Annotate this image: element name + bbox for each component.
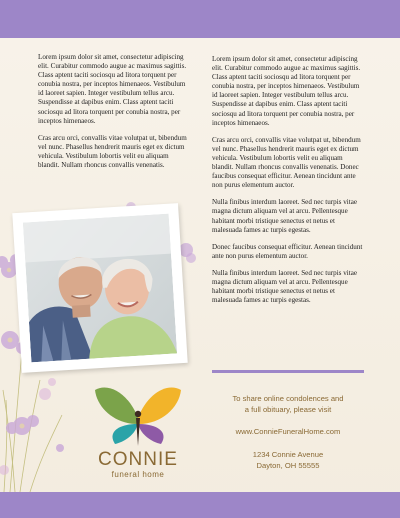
left-paragraph: Lorem ipsum dolor sit amet, consectetur adipiscing elit. Curabitur commodo augue ac maximus sagittis. Class aptent taciti sociosqu ad litora torquent per conubia nostra, per inceptos himenaeos. Vestibulum id laoreet sapien. Integer vestibulum tellus arcu. Suspendisse at dapibus enim. Class aptent taciti sociosqu ad litora torquent per conubia nostra, per inceptos himenaeos. bbox=[38, 53, 187, 125]
right-paragraph: Nulla finibus interdum laoreet. Sed nec turpis vitae magna dictum aliquam vel at arcu. Pellentesque habitant morbi tristique senectus et netus et malesuada fames ac turpis egestas. bbox=[212, 198, 357, 234]
condolences-line: To share online condolences and bbox=[232, 394, 344, 403]
address-line: 1234 Connie Avenue bbox=[252, 450, 324, 459]
contact-divider bbox=[212, 370, 364, 373]
couple-photo-frame bbox=[12, 203, 187, 373]
couple-photo bbox=[23, 214, 177, 363]
condolences-message bbox=[212, 394, 364, 415]
address-block bbox=[212, 450, 364, 471]
logo-name: CONNIE bbox=[98, 449, 178, 470]
funeral-home-logo bbox=[78, 384, 198, 486]
right-paragraph: Nulla finibus interdum laoreet. Sed nec turpis vitae magna dictum aliquam vel at arcu. Pellentesque habitant morbi tristique senectus et netus et malesuada fames ac turpis egestas. bbox=[212, 268, 357, 305]
website-link[interactable]: www.ConnieFuneralHome.com bbox=[235, 427, 341, 436]
left-paragraph: Cras arcu orci, convallis vitae volutpat ut, bibendum vel nunc. Phasellus hendrerit mauris eget ex dictum vehicula. Vestibulum lobortis velit eu aliquam blandit. Nullam rhoncus convallis venenatis. bbox=[38, 133, 187, 170]
top-color-band bbox=[0, 0, 400, 38]
left-text-column bbox=[38, 53, 190, 178]
condolences-line: a full obituary, please visit bbox=[244, 404, 332, 414]
right-paragraph: Lorem ipsum dolor sit amet, consectetur adipiscing elit. Curabitur commodo augue ac maximus sagittis. Class aptent taciti sociosqu ad litora torquent per conubia nostra, per inceptos himenaeos. Vestibulum id laoreet sapien. Integer vestibulum tellus arcu. Suspendisse at dapibus enim. Class aptent taciti sociosqu ad litora torquent per conubia nostra, per inceptos himenaeos. bbox=[212, 55, 361, 127]
address-line: Dayton, OH 55555 bbox=[256, 460, 320, 470]
bottom-color-band bbox=[0, 492, 400, 518]
logo-subtitle: funeral home bbox=[111, 470, 165, 479]
right-paragraph: Cras arcu orci, convallis vitae volutpat ut, bibendum vel nunc. Phasellus hendrerit mauris eget ex dictum vehicula. Vestibulum lobortis velit eu aliquam blandit. Nullam rhoncus convallis venenatis. Donec faucibus consequat efficitur. Aenean tincidunt ante non purus elementum auctor. bbox=[212, 135, 361, 190]
butterfly-icon bbox=[93, 384, 183, 450]
right-text-column bbox=[212, 55, 364, 313]
right-paragraph: Donec faucibus consequat efficitur. Aenean tincidunt ante non purus elementum auctor. bbox=[212, 242, 363, 260]
